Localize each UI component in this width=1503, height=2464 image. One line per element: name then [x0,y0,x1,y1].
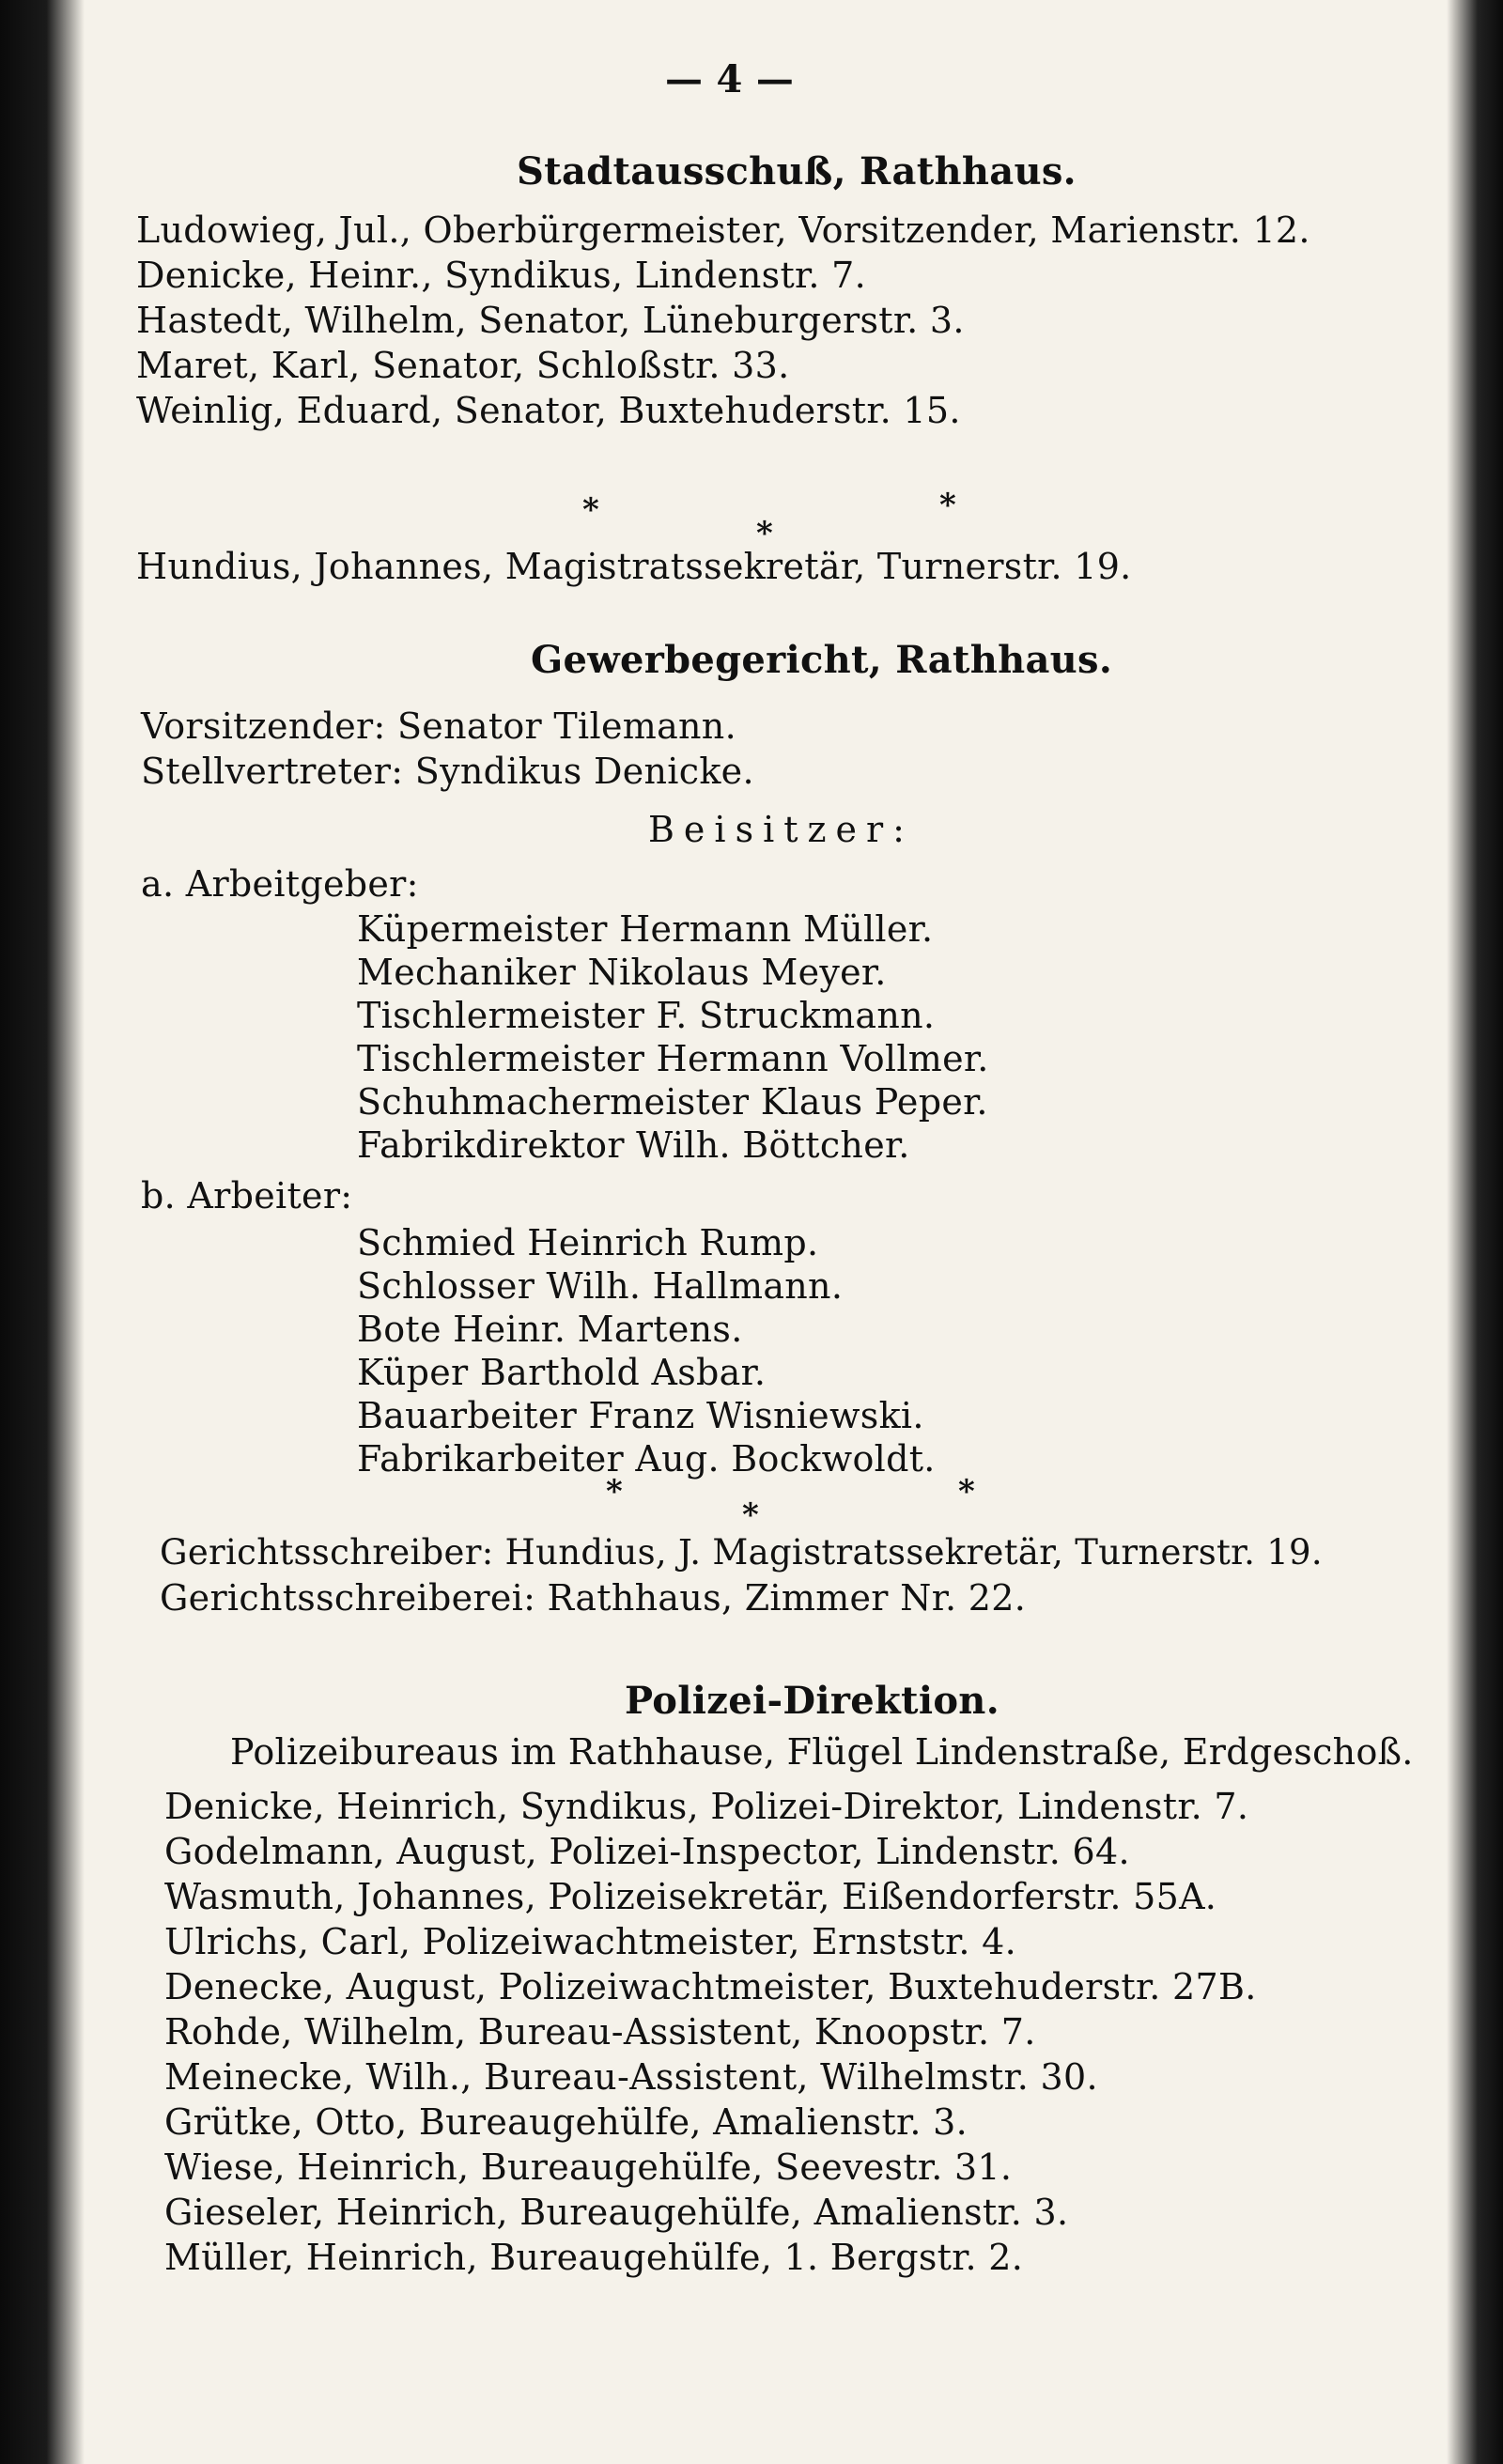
arbeiter-item: Bote Heinr. Martens. [357,1309,743,1350]
arbeitgeber-item: Schuhmachermeister Klaus Peper. [357,1081,988,1123]
separator-star: * [582,491,600,529]
stellvertreter-line: Stellvertreter: Syndikus Denicke. [141,751,754,792]
arbeiter-label: b. Arbeiter: [141,1175,353,1217]
polizei-intro: Polizeibureaus im Rathhause, Flügel Lindenstraße, Erdgeschoß. [230,1731,1414,1773]
stadtausschuss-line: Denicke, Heinr., Syndikus, Lindenstr. 7. [136,255,866,296]
separator-star: * [606,1473,624,1511]
beisitzer-heading: Beisitzer: [648,809,914,850]
arbeiter-item: Schmied Heinrich Rump. [357,1222,819,1263]
gerichtsschreiberei-line: Gerichtsschreiberei: Rathhaus, Zimmer Nr. 22. [160,1577,1027,1619]
hundius-line: Hundius, Johannes, Magistratssekretär, Turnerstr. 19. [136,546,1132,587]
stadtausschuss-line: Hastedt, Wilhelm, Senator, Lüneburgerstr. 3. [136,300,965,341]
polizei-line: Denecke, August, Polizeiwachtmeister, Buxtehuderstr. 27B. [164,1966,1257,2007]
arbeitgeber-label: a. Arbeitgeber: [141,863,419,905]
polizei-line: Denicke, Heinrich, Syndikus, Polizei-Direktor, Lindenstr. 7. [164,1786,1249,1827]
arbeitgeber-item: Tischlermeister F. Struckmann. [357,995,936,1036]
polizei-line: Wasmuth, Johannes, Polizeisekretär, Eißendorferstr. 55A. [164,1876,1217,1917]
arbeiter-item: Küper Barthold Asbar. [357,1352,767,1393]
stadtausschuss-line: Ludowieg, Jul., Oberbürgermeister, Vorsitzender, Marienstr. 12. [136,209,1310,251]
polizei-line: Grütke, Otto, Bureaugehülfe, Amalienstr. 3. [164,2101,968,2143]
arbeitgeber-item: Mechaniker Nikolaus Meyer. [357,952,887,993]
polizei-line: Gieseler, Heinrich, Bureaugehülfe, Amalienstr. 3. [164,2192,1069,2233]
stadtausschuss-line: Weinlig, Eduard, Senator, Buxtehuderstr. 15. [136,390,961,431]
separator-star: * [939,487,957,524]
arbeitgeber-item: Tischlermeister Hermann Vollmer. [357,1038,989,1079]
polizei-line: Wiese, Heinrich, Bureaugehülfe, Seevestr. 31. [164,2146,1013,2188]
arbeiter-item: Schlosser Wilh. Hallmann. [357,1265,844,1307]
polizei-line: Rohde, Wilhelm, Bureau-Assistent, Knoopstr. 7. [164,2011,1036,2053]
stadtausschuss-line: Maret, Karl, Senator, Schloßstr. 33. [136,345,790,386]
vorsitzender-line: Vorsitzender: Senator Tilemann. [141,705,736,747]
polizei-line: Godelmann, August, Polizei-Inspector, Lindenstr. 64. [164,1831,1130,1872]
separator-star: * [756,515,774,552]
polizei-line: Ulrichs, Carl, Polizeiwachtmeister, Ernststr. 4. [164,1921,1017,1962]
separator-star: * [742,1496,760,1534]
arbeitgeber-item: Fabrikdirektor Wilh. Böttcher. [357,1124,910,1166]
arbeiter-item: Fabrikarbeiter Aug. Bockwoldt. [357,1438,936,1480]
heading-gewerbegericht: Gewerbegericht, Rathhaus. [531,638,1113,682]
page-number: — 4 — [665,57,795,101]
heading-stadtausschuss: Stadtausschuß, Rathhaus. [517,149,1077,194]
arbeiter-item: Bauarbeiter Franz Wisniewski. [357,1395,924,1436]
separator-star: * [958,1473,976,1511]
polizei-line: Müller, Heinrich, Bureaugehülfe, 1. Bergstr. 2. [164,2237,1024,2278]
arbeitgeber-item: Küpermeister Hermann Müller. [357,908,934,950]
gerichtsschreiber-line: Gerichtsschreiber: Hundius, J. Magistratssekretär, Turnerstr. 19. [160,1532,1323,1573]
polizei-line: Meinecke, Wilh., Bureau-Assistent, Wilhelmstr. 30. [164,2056,1098,2098]
heading-polizei: Polizei-Direktion. [625,1679,999,1723]
